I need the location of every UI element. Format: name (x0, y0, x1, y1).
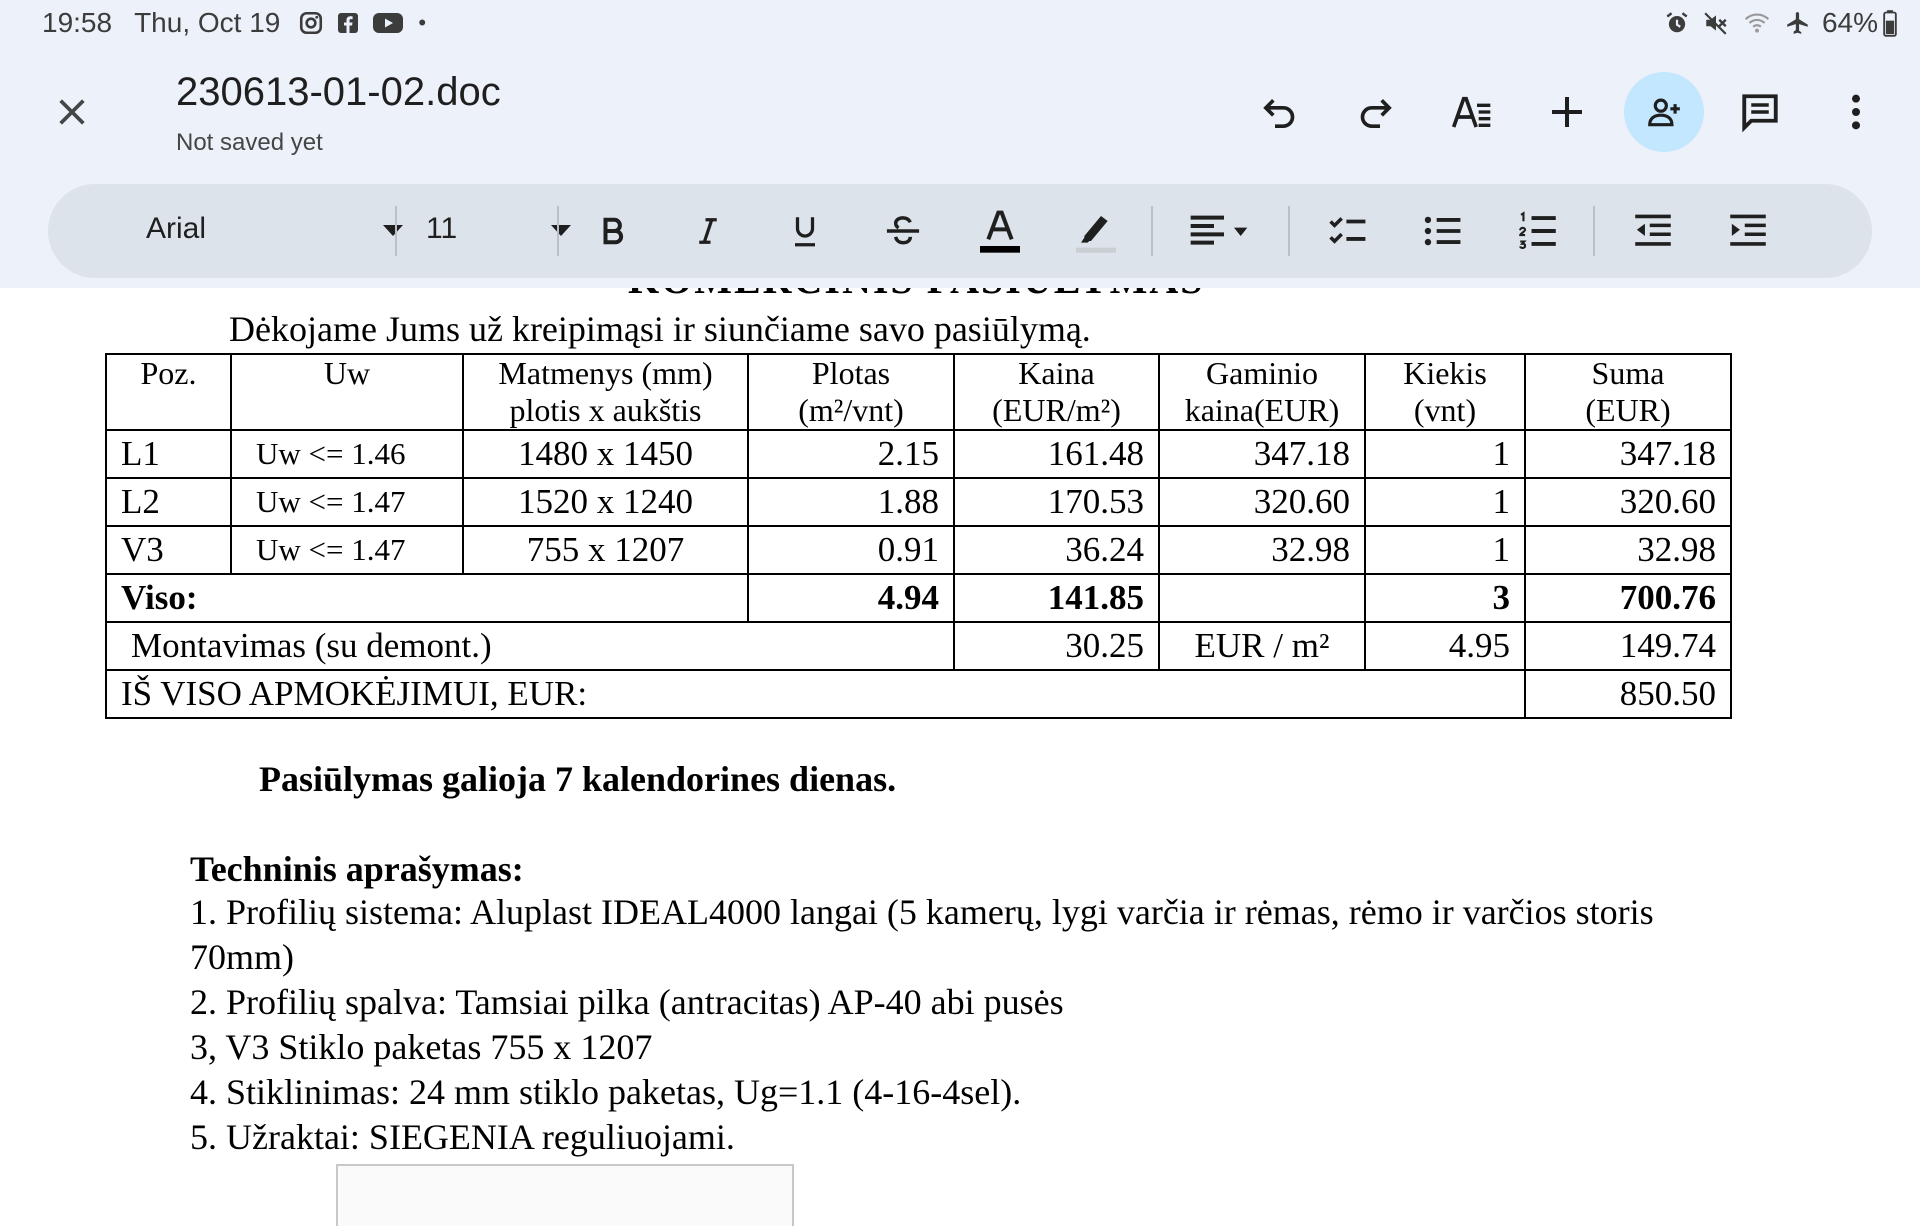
airplane-icon (1784, 10, 1812, 36)
document-title[interactable]: 230613-01-02.doc (176, 70, 501, 114)
header-cell: Kaina (EUR/m²) (954, 354, 1159, 430)
cell-area: 2.15 (748, 430, 954, 478)
font-name: Arial (146, 212, 207, 245)
checklist-button[interactable] (1308, 184, 1388, 278)
header-cell: Gaminio kaina(EUR) (1159, 354, 1365, 430)
header-cell: Plotas (m²/vnt) (748, 354, 954, 430)
header-cell: Uw (231, 354, 463, 430)
intro-text: Dėkojame Jums už kreipimąsi ir siunčiame savo pasiūlymą. (229, 309, 1091, 349)
status-date: Thu, Oct 19 (134, 7, 281, 38)
embedded-image[interactable] (336, 1164, 794, 1226)
cell-sum: 32.98 (1525, 526, 1731, 574)
numbered-list-button[interactable] (1498, 184, 1578, 278)
underline-icon (790, 213, 820, 249)
table-row (106, 526, 1731, 574)
table-row (106, 430, 1731, 478)
text-color-button[interactable] (960, 184, 1040, 278)
toolbar-divider (1593, 206, 1595, 256)
toolbar-divider (395, 206, 397, 256)
list-item: 4. Stiklinimas: 24 mm stiklo paketas, Ug=1.1 (4-16-4sel). (190, 1072, 1022, 1112)
cell-price: 36.24 (954, 526, 1159, 574)
mute-icon (1702, 10, 1730, 36)
install-qty: 4.95 (1365, 622, 1525, 670)
cell-item-price: 347.18 (1159, 430, 1365, 478)
cell-qty: 1 (1365, 430, 1525, 478)
chevron-down-icon (550, 224, 572, 238)
font-dropdown[interactable] (108, 184, 408, 278)
italic-icon (693, 214, 723, 248)
font-size: 11 (426, 212, 458, 245)
underline-button[interactable] (765, 184, 845, 278)
share-button[interactable] (1624, 72, 1704, 152)
status-bar (0, 0, 1920, 50)
install-label: Montavimas (su demont.) (106, 622, 954, 670)
highlight-icon (1071, 205, 1121, 257)
total-row (106, 574, 1731, 622)
increase-indent-icon (1727, 211, 1769, 251)
decrease-indent-button[interactable] (1613, 184, 1693, 278)
toolbar-divider (1151, 206, 1153, 256)
add-icon (1547, 92, 1587, 132)
format-toolbar (48, 184, 1872, 278)
alarm-icon (1664, 10, 1690, 36)
list-item: 1. Profilių sistema: Aluplast IDEAL4000 langai (5 kamerų, lygi varčia ir rėmas, rėmo ir varčios storis 70mm) (190, 892, 1654, 977)
add-button[interactable] (1537, 82, 1597, 142)
cell-uw: Uw <= 1.47 (231, 478, 463, 526)
bold-button[interactable] (573, 184, 653, 278)
cell-poz: L1 (106, 430, 231, 478)
more-button[interactable] (1826, 82, 1886, 142)
cell-dimensions: 1480 x 1450 (463, 430, 748, 478)
youtube-icon (372, 11, 404, 35)
cell-uw: Uw <= 1.46 (231, 430, 463, 478)
cell-item-price: 32.98 (1159, 526, 1365, 574)
toolbar-divider (1288, 206, 1290, 256)
strikethrough-icon (884, 213, 922, 249)
decrease-indent-icon (1632, 211, 1674, 251)
header-cell: Suma (EUR) (1525, 354, 1731, 430)
list-item: 5. Užraktai: SIEGENIA reguliuojami. (190, 1117, 735, 1157)
cell-qty: 1 (1365, 526, 1525, 574)
app-header (0, 0, 1920, 288)
cell-price: 161.48 (954, 430, 1159, 478)
total-label: Viso: (106, 574, 748, 622)
cell-dimensions: 755 x 1207 (463, 526, 748, 574)
header-cell: Matmenys (mm) plotis x aukštis (463, 354, 748, 430)
comment-button[interactable] (1730, 82, 1790, 142)
close-icon (55, 95, 89, 129)
comment-icon (1738, 91, 1782, 133)
install-price: 30.25 (954, 622, 1159, 670)
redo-icon (1355, 92, 1395, 132)
document-page[interactable] (0, 288, 1920, 1200)
text-format-button[interactable] (1442, 82, 1502, 142)
total-area: 4.94 (748, 574, 954, 622)
bullet-list-button[interactable] (1403, 184, 1483, 278)
share-icon (1645, 93, 1683, 131)
battery-level: 64% (1821, 7, 1878, 38)
total-sum: 700.76 (1525, 574, 1731, 622)
strikethrough-button[interactable] (863, 184, 943, 278)
bullet-list-icon (1422, 212, 1464, 250)
highlight-button[interactable] (1056, 184, 1136, 278)
bold-icon (598, 214, 628, 248)
header-cell: Poz. (106, 354, 231, 430)
grand-total-sum: 850.50 (1525, 670, 1731, 718)
list-item: 2. Profilių spalva: Tamsiai pilka (antracitas) AP-40 abi pusės (190, 982, 1064, 1022)
table-header-row (106, 354, 1731, 430)
wifi-icon (1742, 10, 1772, 36)
battery-icon (1882, 9, 1898, 37)
italic-button[interactable] (668, 184, 748, 278)
undo-icon (1260, 92, 1300, 132)
cell-uw: Uw <= 1.47 (231, 526, 463, 574)
text-format-icon (1450, 92, 1494, 132)
cell-price: 170.53 (954, 478, 1159, 526)
cell-sum: 347.18 (1525, 430, 1731, 478)
header-cell: Kiekis (vnt) (1365, 354, 1525, 430)
save-status: Not saved yet (176, 129, 323, 156)
facebook-icon (336, 11, 360, 35)
close-button[interactable] (48, 88, 96, 136)
tech-title: Techninis aprašymas: (190, 849, 524, 889)
instagram-icon (298, 10, 324, 36)
cell-sum: 320.60 (1525, 478, 1731, 526)
cell-area: 0.91 (748, 526, 954, 574)
install-sum: 149.74 (1525, 622, 1731, 670)
cell-poz: L2 (106, 478, 231, 526)
grand-total-label: IŠ VISO APMOKĖJIMUI, EUR: (106, 670, 1525, 718)
chevron-down-icon (382, 224, 404, 238)
cell-poz: V3 (106, 526, 231, 574)
toolbar-divider (557, 206, 559, 256)
redo-button[interactable] (1345, 82, 1405, 142)
undo-button[interactable] (1250, 82, 1310, 142)
install-row (106, 622, 1731, 670)
total-price: 141.85 (954, 574, 1159, 622)
cell-item-price: 320.60 (1159, 478, 1365, 526)
checklist-icon (1327, 212, 1369, 250)
text-color-icon (975, 205, 1025, 257)
offer-table (105, 353, 1732, 719)
status-time: 19:58 (42, 7, 113, 38)
grand-total-row (106, 670, 1731, 718)
cell-qty: 1 (1365, 478, 1525, 526)
align-button[interactable] (1164, 184, 1274, 278)
cell-dimensions: 1520 x 1240 (463, 478, 748, 526)
total-empty (1159, 574, 1365, 622)
total-qty: 3 (1365, 574, 1525, 622)
font-size-dropdown[interactable] (408, 184, 588, 278)
increase-indent-button[interactable] (1708, 184, 1788, 278)
tech-list (190, 890, 1750, 1160)
more-icon (1850, 92, 1862, 132)
align-left-icon (1184, 211, 1254, 251)
list-item: 3, V3 Stiklo paketas 755 x 1207 (190, 1027, 653, 1067)
validity-text: Pasiūlymas galioja 7 kalendorines dienas. (259, 759, 897, 799)
status-dot: • (418, 10, 427, 35)
install-unit: EUR / m² (1159, 622, 1365, 670)
table-row (106, 478, 1731, 526)
cell-area: 1.88 (748, 478, 954, 526)
numbered-list-icon (1517, 210, 1559, 252)
